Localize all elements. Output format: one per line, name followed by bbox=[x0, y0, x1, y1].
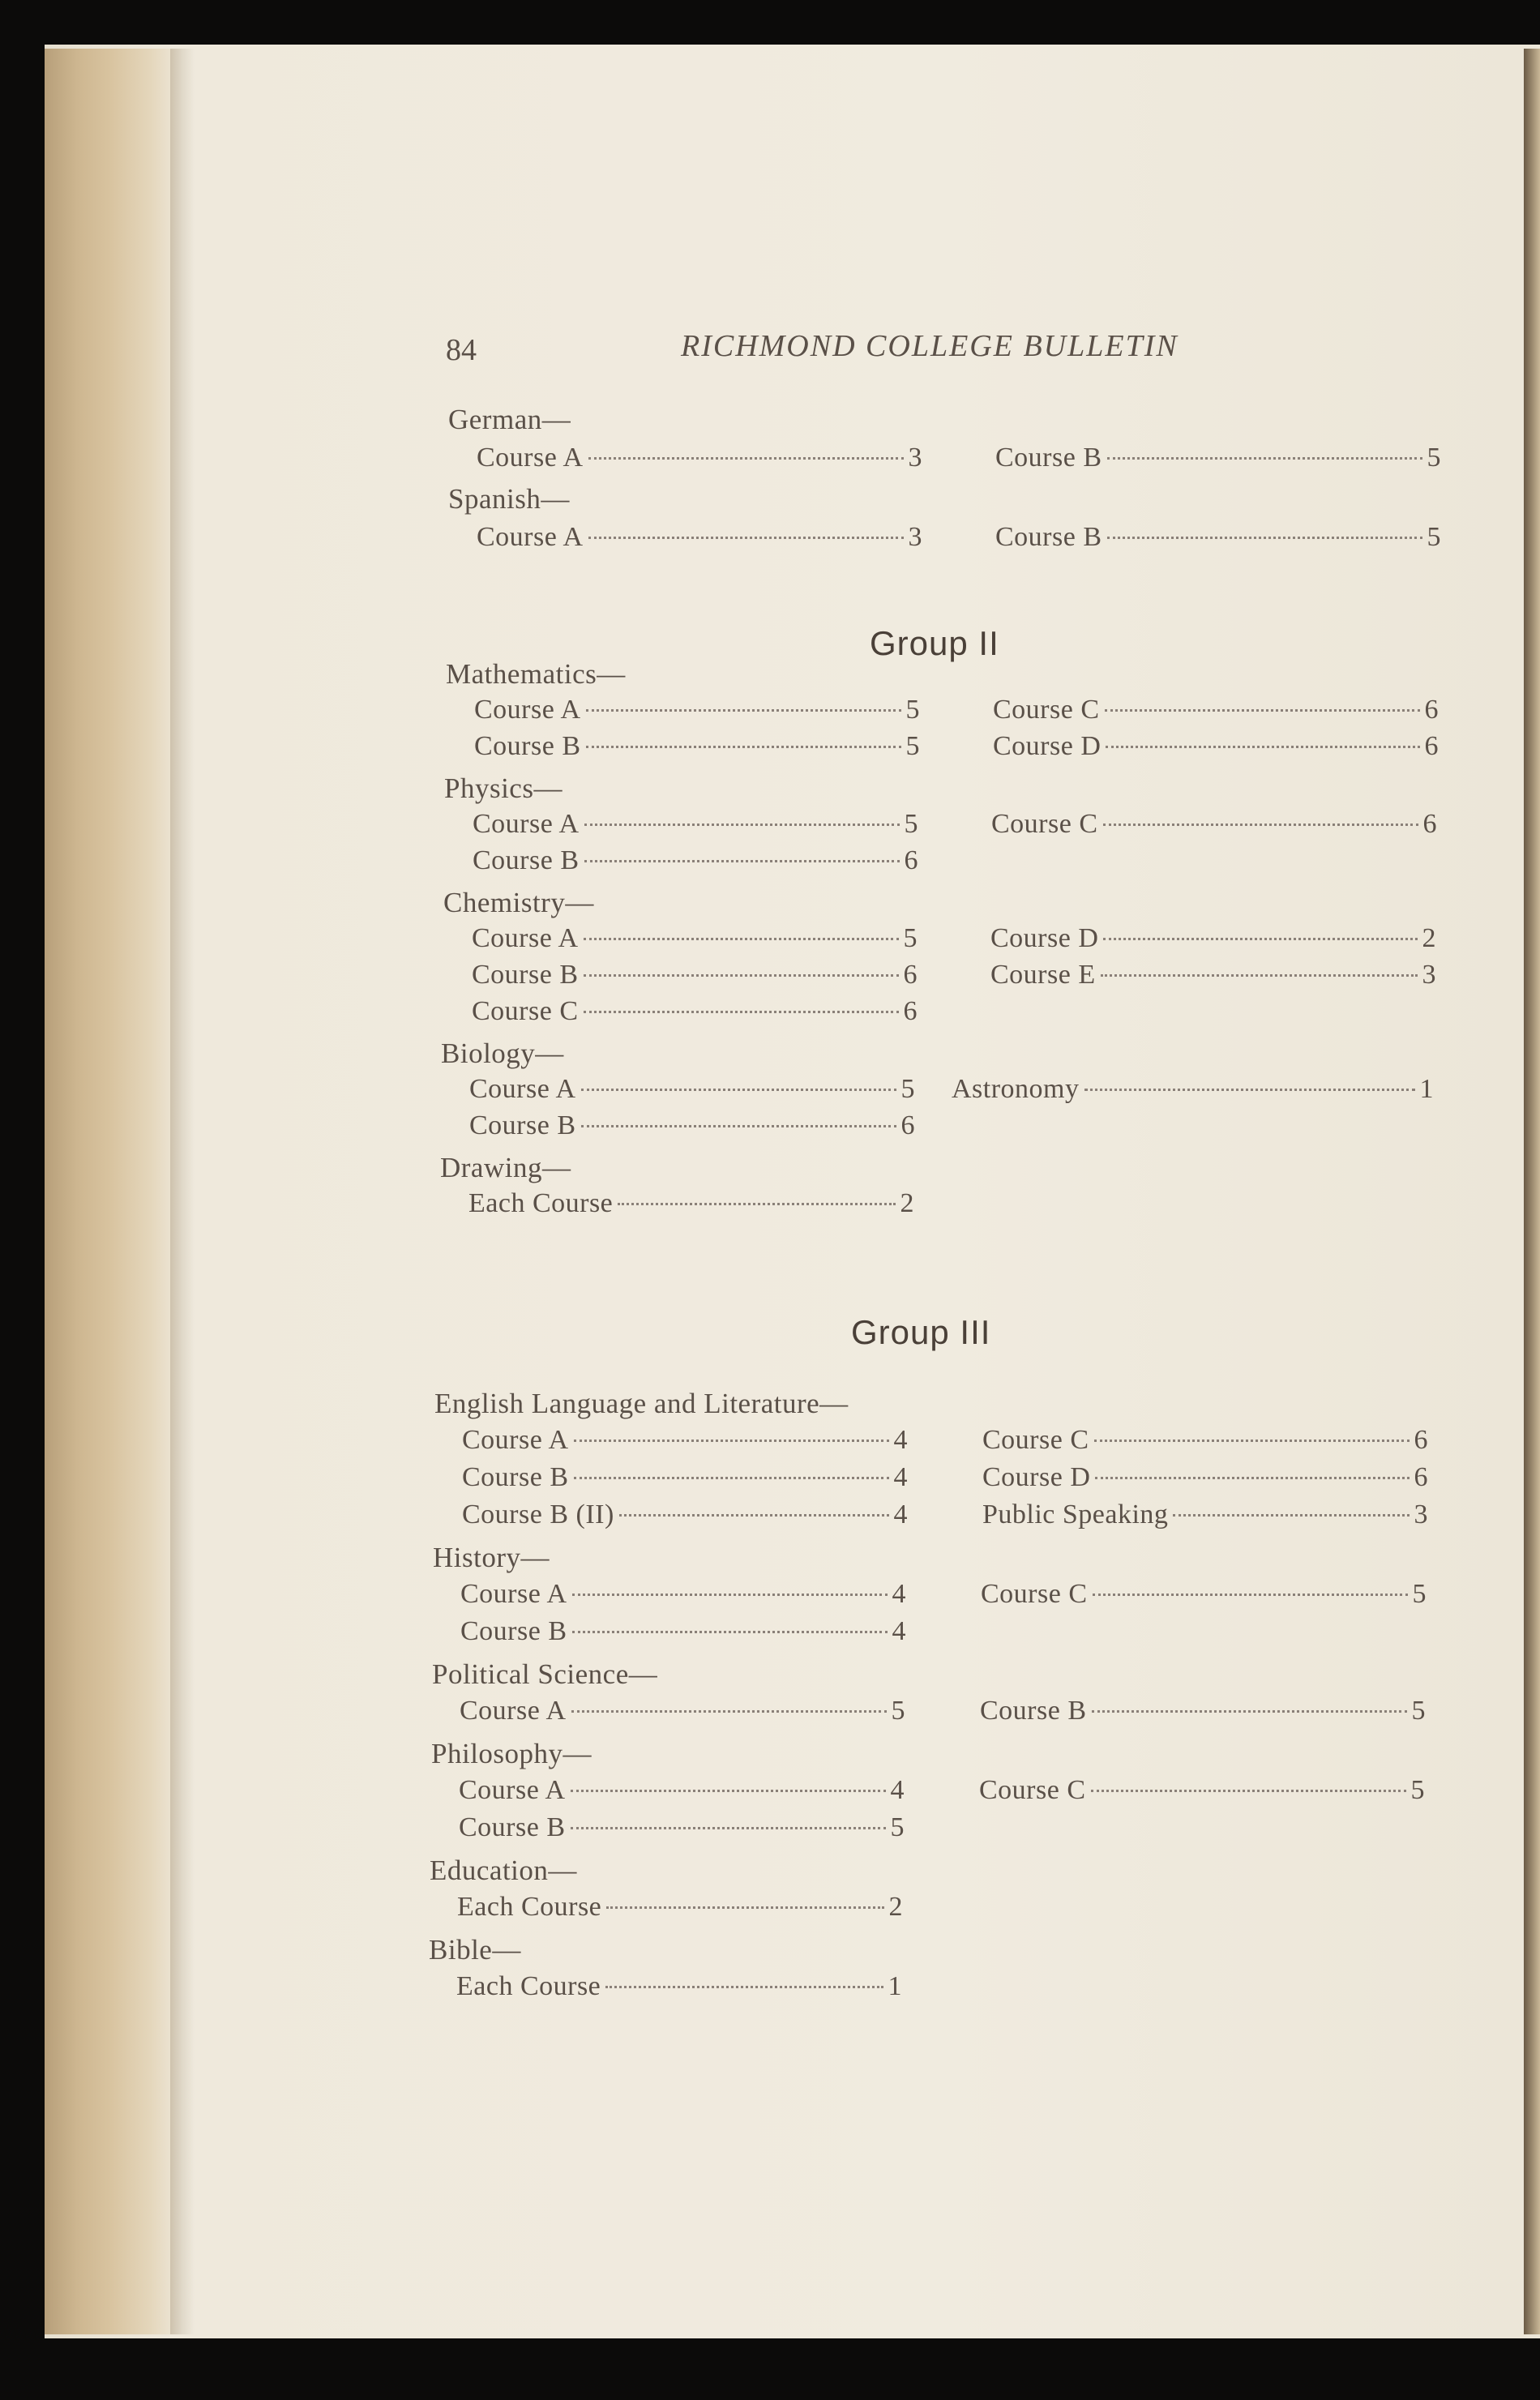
course-hours: 6 bbox=[1424, 731, 1439, 761]
course-entry bbox=[469, 1074, 915, 1110]
course-label: Astronomy bbox=[952, 1074, 1080, 1104]
course-label: Course A bbox=[462, 1425, 569, 1455]
dot-leader bbox=[619, 1514, 889, 1517]
course-hours: 4 bbox=[893, 1425, 908, 1455]
course-label: Course A bbox=[459, 1775, 566, 1805]
course-hours: 2 bbox=[888, 1892, 903, 1922]
subject-heading: English Language and Literature— bbox=[434, 1388, 849, 1419]
course-label: Course C bbox=[993, 695, 1100, 725]
course-hours: 5 bbox=[904, 809, 918, 839]
course-label: Course E bbox=[990, 960, 1096, 990]
course-hours: 5 bbox=[1411, 1696, 1426, 1726]
course-entry bbox=[995, 443, 1441, 478]
course-hours: 5 bbox=[903, 923, 918, 953]
course-hours: 2 bbox=[1422, 923, 1436, 953]
page-edge bbox=[45, 49, 182, 2334]
dot-leader bbox=[605, 1986, 883, 1988]
course-entry bbox=[472, 960, 918, 995]
spine-shadow bbox=[170, 49, 195, 2334]
course-label: Course A bbox=[477, 522, 584, 552]
course-entry bbox=[979, 1775, 1425, 1811]
course-label: Course B bbox=[980, 1696, 1087, 1726]
course-label: Course A bbox=[472, 923, 579, 953]
course-label: Course B bbox=[460, 1616, 567, 1646]
course-hours: 5 bbox=[905, 695, 920, 725]
course-entry bbox=[462, 1462, 908, 1498]
course-hours: 3 bbox=[908, 443, 922, 473]
dot-leader bbox=[1105, 709, 1420, 712]
subject-heading: Spanish— bbox=[448, 483, 570, 515]
subject-heading: Chemistry— bbox=[443, 887, 594, 918]
course-entry bbox=[456, 1971, 902, 2007]
course-label: Course B bbox=[462, 1462, 569, 1492]
dot-leader bbox=[588, 537, 904, 539]
course-label: Course B bbox=[472, 960, 579, 990]
dot-leader bbox=[1093, 1594, 1408, 1596]
course-entry bbox=[459, 1812, 905, 1848]
course-hours: 6 bbox=[1422, 809, 1437, 839]
course-label: Course C bbox=[982, 1425, 1089, 1455]
course-entry bbox=[474, 695, 920, 730]
dot-leader bbox=[618, 1203, 895, 1205]
course-entry bbox=[473, 809, 918, 845]
dot-leader bbox=[1095, 1477, 1409, 1479]
dot-leader bbox=[584, 974, 899, 977]
course-hours: 5 bbox=[1412, 1579, 1427, 1609]
course-hours: 5 bbox=[905, 731, 920, 761]
course-hours: 3 bbox=[1414, 1499, 1428, 1529]
course-entry bbox=[995, 522, 1441, 558]
course-hours: 4 bbox=[892, 1579, 906, 1609]
course-hours: 6 bbox=[1414, 1425, 1428, 1455]
dot-leader bbox=[1092, 1710, 1407, 1713]
dot-leader bbox=[586, 746, 901, 748]
course-label: Course B bbox=[995, 522, 1102, 552]
course-hours: 1 bbox=[888, 1971, 902, 2001]
dot-leader bbox=[584, 1011, 899, 1013]
course-hours: 5 bbox=[890, 1812, 905, 1842]
course-label: Course D bbox=[993, 731, 1102, 761]
subject-heading: Biology— bbox=[441, 1037, 564, 1069]
course-hours: 6 bbox=[1414, 1462, 1428, 1492]
course-entry bbox=[462, 1425, 908, 1461]
dot-leader bbox=[574, 1440, 889, 1442]
course-hours: 5 bbox=[1427, 522, 1441, 552]
dot-leader bbox=[1091, 1790, 1406, 1792]
course-label: Course D bbox=[982, 1462, 1091, 1492]
course-entry bbox=[477, 443, 922, 478]
course-hours: 4 bbox=[890, 1775, 905, 1805]
course-hours: 3 bbox=[908, 522, 922, 552]
dot-leader bbox=[584, 938, 899, 940]
course-label: Course A bbox=[460, 1579, 567, 1609]
course-entry bbox=[460, 1696, 905, 1731]
course-entry bbox=[982, 1462, 1428, 1498]
course-entry bbox=[472, 923, 918, 959]
course-label: Course B bbox=[459, 1812, 566, 1842]
subject-heading: Political Science— bbox=[432, 1658, 658, 1690]
group3-title: Group III bbox=[851, 1313, 991, 1351]
course-hours: 1 bbox=[1419, 1074, 1434, 1104]
course-entry bbox=[982, 1425, 1428, 1461]
course-hours: 5 bbox=[900, 1074, 915, 1104]
course-label: Course B (II) bbox=[462, 1499, 614, 1529]
dot-leader bbox=[572, 1594, 888, 1596]
dot-leader bbox=[1107, 537, 1422, 539]
dot-leader bbox=[1101, 974, 1418, 977]
course-entry bbox=[468, 1188, 914, 1224]
dot-leader bbox=[1107, 457, 1422, 460]
course-hours: 6 bbox=[900, 1110, 915, 1140]
course-label: Course C bbox=[472, 996, 579, 1026]
course-entry bbox=[474, 731, 920, 767]
subject-heading: German— bbox=[448, 404, 571, 435]
course-hours: 4 bbox=[892, 1616, 906, 1646]
course-hours: 6 bbox=[903, 996, 918, 1026]
dot-leader bbox=[588, 457, 904, 460]
dot-leader bbox=[1103, 938, 1417, 940]
course-entry bbox=[993, 695, 1439, 730]
course-hours: 2 bbox=[900, 1188, 914, 1218]
course-label: Course C bbox=[991, 809, 1098, 839]
course-entry bbox=[952, 1074, 1434, 1110]
subject-heading: History— bbox=[433, 1542, 550, 1573]
course-entry bbox=[457, 1892, 903, 1927]
course-label: Each Course bbox=[456, 1971, 601, 2001]
group2-title: Group II bbox=[870, 624, 999, 662]
course-hours: 6 bbox=[903, 960, 918, 990]
course-entry bbox=[460, 1579, 906, 1615]
dot-leader bbox=[574, 1477, 889, 1479]
course-entry bbox=[460, 1616, 906, 1652]
dot-leader bbox=[1106, 746, 1419, 748]
course-hours: 5 bbox=[891, 1696, 905, 1726]
course-entry bbox=[993, 731, 1439, 767]
course-hours: 5 bbox=[1410, 1775, 1425, 1805]
subject-heading: Mathematics— bbox=[446, 658, 626, 690]
course-entry bbox=[459, 1775, 905, 1811]
course-entry bbox=[990, 960, 1436, 995]
course-label: Course A bbox=[477, 443, 584, 473]
dot-leader bbox=[586, 709, 901, 712]
course-label: Course A bbox=[474, 695, 581, 725]
dot-leader bbox=[572, 1631, 888, 1633]
dot-leader bbox=[584, 824, 900, 826]
course-label: Course D bbox=[990, 923, 1099, 953]
dot-leader bbox=[1103, 824, 1418, 826]
course-entry bbox=[477, 522, 922, 558]
course-entry bbox=[991, 809, 1437, 845]
course-entry bbox=[980, 1696, 1426, 1731]
course-hours: 4 bbox=[893, 1499, 908, 1529]
course-entry bbox=[981, 1579, 1427, 1615]
dot-leader bbox=[1084, 1089, 1415, 1091]
subject-heading: Bible— bbox=[429, 1934, 521, 1966]
course-label: Course B bbox=[995, 443, 1102, 473]
dot-leader bbox=[584, 860, 900, 862]
dot-leader bbox=[1173, 1514, 1409, 1517]
dot-leader bbox=[571, 1790, 886, 1792]
course-entry bbox=[462, 1499, 908, 1535]
dot-leader bbox=[1094, 1440, 1410, 1442]
course-entry bbox=[473, 845, 918, 881]
course-label: Course B bbox=[474, 731, 581, 761]
subject-heading: Drawing— bbox=[440, 1152, 571, 1183]
dot-leader bbox=[581, 1125, 896, 1127]
subject-heading: Philosophy— bbox=[431, 1738, 592, 1769]
course-label: Each Course bbox=[468, 1188, 614, 1218]
course-entry bbox=[990, 923, 1436, 959]
subject-heading: Education— bbox=[430, 1855, 577, 1886]
course-label: Course B bbox=[469, 1110, 576, 1140]
course-entry bbox=[982, 1499, 1428, 1535]
course-hours: 4 bbox=[893, 1462, 908, 1492]
course-label: Course A bbox=[473, 809, 580, 839]
next-page-edge bbox=[1524, 49, 1540, 2334]
course-hours: 6 bbox=[1424, 695, 1439, 725]
dot-leader bbox=[606, 1906, 883, 1909]
course-label: Each Course bbox=[457, 1892, 602, 1922]
course-label: Course B bbox=[473, 845, 580, 875]
subject-heading: Physics— bbox=[444, 772, 563, 804]
course-label: Course A bbox=[469, 1074, 576, 1104]
dot-leader bbox=[571, 1827, 886, 1829]
course-label: Course A bbox=[460, 1696, 567, 1726]
course-hours: 5 bbox=[1427, 443, 1441, 473]
dot-leader bbox=[571, 1710, 887, 1713]
course-hours: 3 bbox=[1422, 960, 1436, 990]
dot-leader bbox=[581, 1089, 896, 1091]
course-entry bbox=[472, 996, 918, 1032]
course-label: Course C bbox=[981, 1579, 1088, 1609]
course-entry bbox=[469, 1110, 915, 1146]
course-label: Public Speaking bbox=[982, 1499, 1169, 1529]
running-title: RICHMOND COLLEGE BULLETIN bbox=[681, 329, 1179, 363]
course-hours: 6 bbox=[904, 845, 918, 875]
page-number: 84 bbox=[446, 333, 477, 367]
course-label: Course C bbox=[979, 1775, 1086, 1805]
